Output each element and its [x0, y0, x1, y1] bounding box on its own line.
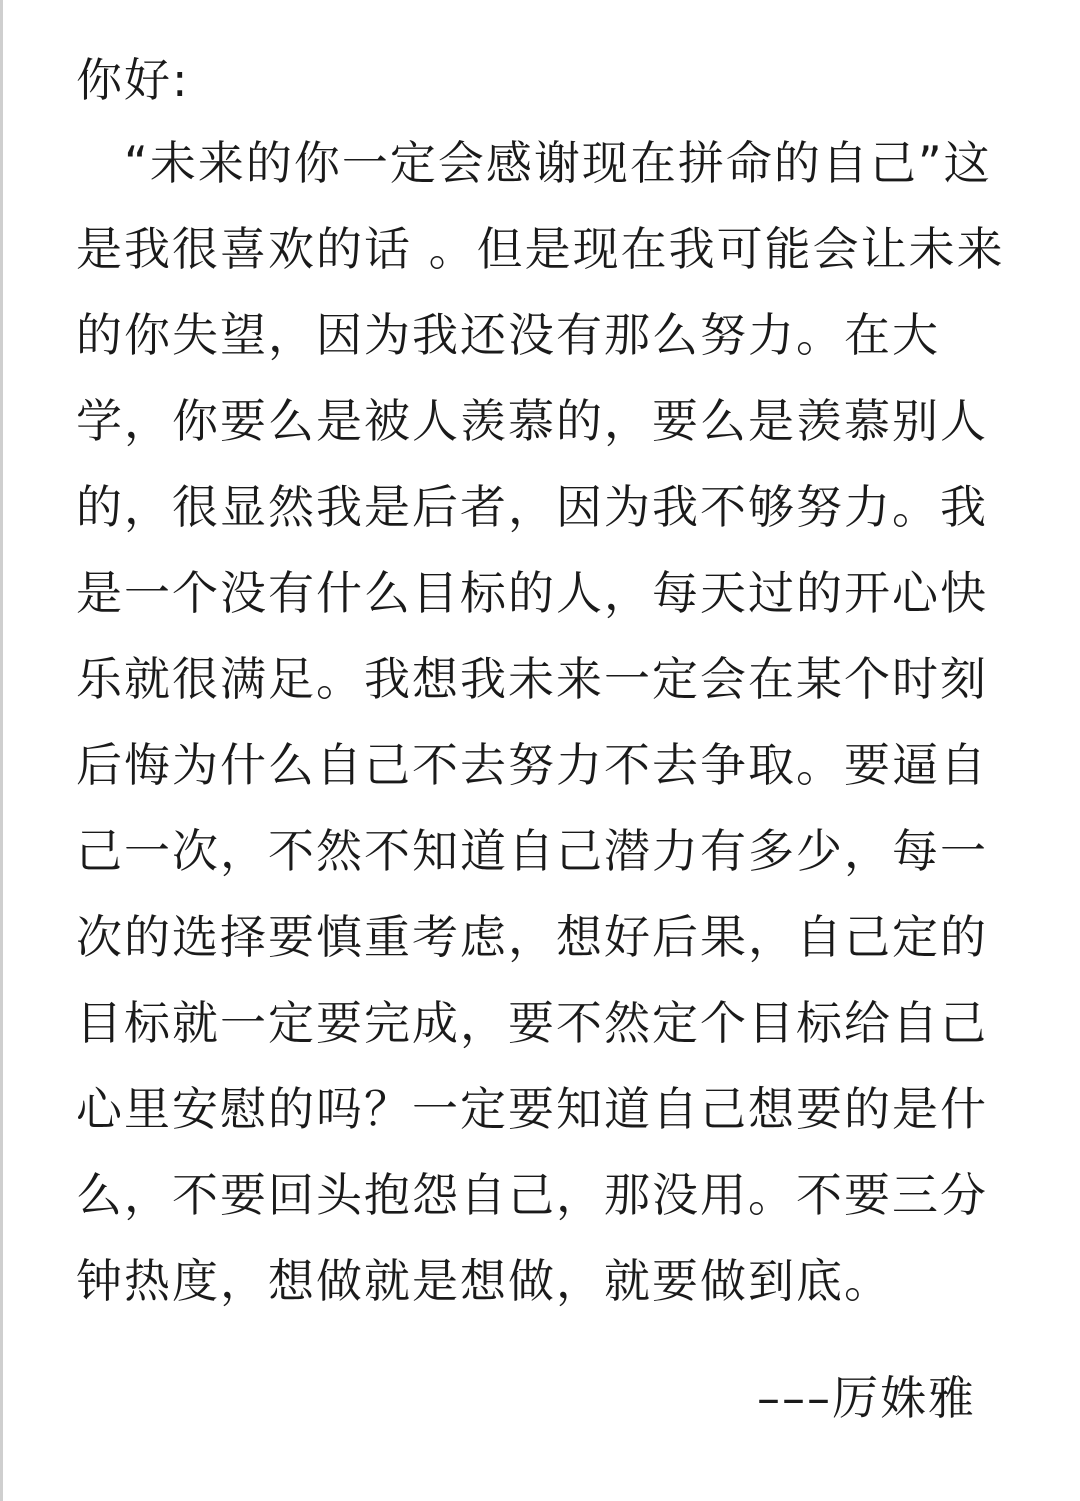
- paragraph-line-2: 是我很喜欢的话 。但是现在我可能会让未来: [76, 222, 1005, 276]
- paragraph-line-11: 目标就一定要完成，要不然定个目标给自己: [76, 996, 988, 1050]
- paragraph-line-12: 心里安慰的吗？一定要知道自己想要的是什: [76, 1082, 988, 1136]
- paragraph-line-4: 学，你要么是被人羡慕的，要么是羡慕别人: [76, 394, 988, 448]
- paragraph-line-7: 乐就很满足。我想我未来一定会在某个时刻: [76, 652, 988, 706]
- paragraph-line-10: 次的选择要慎重考虑，想好后果，自己定的: [76, 910, 988, 964]
- paragraph-line-6: 是一个没有什么目标的人，每天过的开心快: [76, 566, 988, 620]
- signature: –––厉姝雅: [757, 1371, 976, 1425]
- paragraph-line-13: 么，不要回头抱怨自己，那没用。不要三分: [76, 1168, 988, 1222]
- paragraph-line-3: 的你失望，因为我还没有那么努力。在大: [76, 308, 940, 362]
- page-left-edge: [0, 0, 3, 1501]
- paragraph-line-5: 的，很显然我是后者，因为我不够努力。我: [76, 480, 988, 534]
- greeting: 你好:: [76, 53, 190, 107]
- paragraph-line-14: 钟热度，想做就是想做，就要做到底。: [76, 1254, 892, 1308]
- paragraph-line-1: “未来的你一定会感谢现在拼命的自己”这: [76, 136, 992, 190]
- paragraph-line-9: 己一次，不然不知道自己潜力有多少，每一: [76, 824, 988, 878]
- letter-body: [76, 40, 1016, 1324]
- paragraph-line-8: 后悔为什么自己不去努力不去争取。要逼自: [76, 738, 988, 792]
